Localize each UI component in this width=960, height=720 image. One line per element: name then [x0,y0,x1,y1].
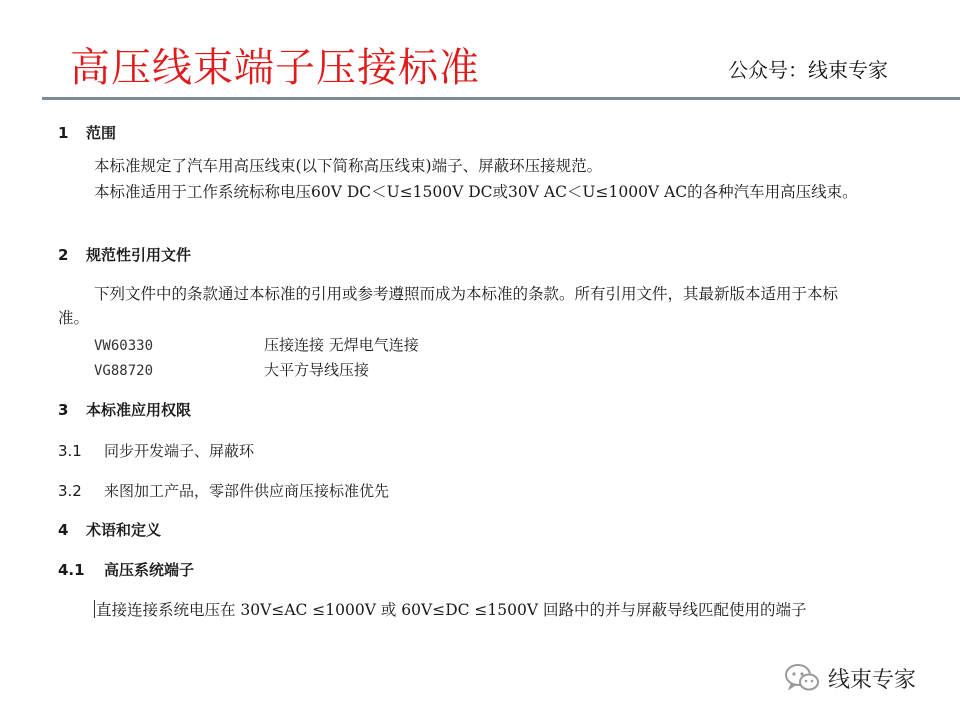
text-cursor [94,600,95,618]
section-3-1-heading [58,440,254,461]
account-label: 公众号：线束专家 [728,58,888,82]
watermark [784,662,916,694]
section-2-paragraph: 下列文件中的条款通过本标准的引用或参考遵照而成为本标准的条款。所有引用文件，其最新版本适用于本标准。 [58,285,839,327]
section-title: 规范性引用文件 [86,246,192,264]
reference-code: VG88720 [94,363,154,379]
section-number: 3.1 [58,442,82,460]
section-number: 4 [58,521,69,539]
wechat-icon [784,663,820,693]
reference-desc: 压接连接 无焊电气连接 [264,336,419,354]
section-4-1-heading [58,559,194,580]
section-title: 术语和定义 [86,521,162,539]
section-title: 来图加工产品，零部件供应商压接标准优先 [104,482,390,500]
section-3-heading [58,399,191,420]
section-1-paragraph-1: 本标准规定了汽车用高压线束(以下简称高压线束)端子、屏蔽环压接规范。 [94,157,603,175]
section-number: 1 [58,124,69,142]
section-1-heading [58,122,116,143]
reference-desc: 大平方导线压接 [264,361,370,379]
section-number: 2 [58,246,69,264]
reference-row [94,334,419,355]
section-3-2-heading [58,480,389,501]
section-1-paragraph-2: 本标准适用于工作系统标称电压60V DC＜U≤1500V DC或30V AC＜U≤1000V AC的各种汽车用高压线束。 [94,183,858,201]
section-2-heading [58,244,191,265]
definition-text: 直接连接系统电压在 30V≤AC ≤1000V 或 60V≤DC ≤1500V 回路中的并与屏蔽导线匹配使用的端子 [96,601,807,619]
section-number: 3.2 [58,482,82,500]
section-4-heading [58,519,161,540]
reference-row [94,359,369,380]
section-title: 同步开发端子、屏蔽环 [104,442,255,460]
page-title: 高压线束端子压接标准 [70,45,480,91]
section-number: 4.1 [58,561,85,579]
section-title: 高压系统端子 [104,561,195,579]
reference-code: VW60330 [94,338,154,354]
section-title: 范围 [86,124,117,142]
title-divider [42,97,960,100]
section-number: 3 [58,401,69,419]
watermark-text: 线束专家 [828,667,917,693]
section-4-1-paragraph [58,598,866,622]
section-title: 本标准应用权限 [86,401,192,419]
